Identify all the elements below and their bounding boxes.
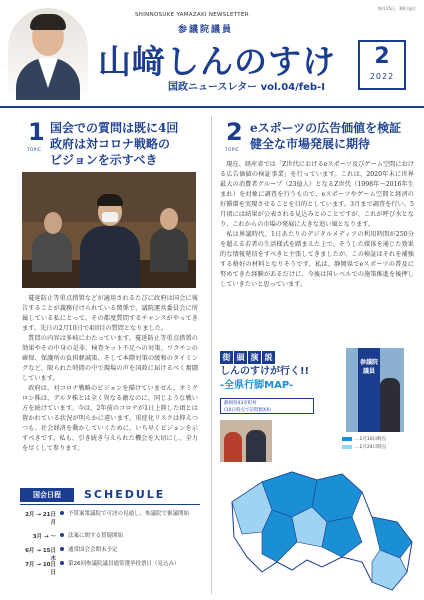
topic2-label: TOPIC (225, 147, 240, 152)
topic1-label: TOPIC (27, 147, 42, 152)
issue-year: 2022 (369, 72, 395, 81)
schedule-title-en: SCHEDULE (84, 488, 166, 501)
topic1-title: 国会での質問は既に4回 政府は対コロナ戦略の ビジョンを示すべき (50, 121, 179, 167)
topic1-paragraph: 質問の内容は多岐にわたっています。蔓延防止等重点措置の効果やその中身の是非、検査キット不足への対策、ワクチンの確保、保護所の負担軽減策、そして本際対策の緩和のタイミングなど、限られた時間の中で現場の声を国政に届けるべく奮闘しています。 (22, 335, 198, 382)
street-speech-heading: 街 頭 演 説 (220, 345, 276, 364)
topic2-body (220, 160, 414, 340)
newsletter-name: 山﨑しんのすけ (98, 42, 336, 81)
municipality-count-box: 静岡県43市町村 (10日時点で訪問数XX) (220, 398, 314, 414)
newsletter-subtitle: 国政ニュースレター vol.04/feb-I (168, 82, 325, 93)
legend-item: …1月24日時点 (342, 444, 386, 452)
topic1-paragraph: 蔓延防止等重点措置などが適用されるたびに政府は国会に報告することが義務付けられている関係で、議院運営委員会に所属している私にとって、その都度質問するチャンスがやってきます。先日の2月10日で4回目の質問となりました。 (22, 295, 198, 332)
topic1-body (22, 294, 198, 480)
issue-tag: 毎月15日、30日発行 (377, 6, 416, 11)
header-rule (0, 106, 424, 108)
diet-session-photo (22, 172, 196, 288)
topic2-paragraph: 私は界議時代、1日あたりのデジタルメディアの利用時間が250分を超える若者の生活様式を踏まえた上で、そうした媒体を通じた効果的な情報発信をすべきと主張してきましたが、この検証はそれを補強する格好の材料となりそうです。私は、静岡県でeスポーツの普及に努めてきた経験があるだけに、今後は国レベルでの施策推進を後押ししていきたいと思っています。 (220, 231, 414, 288)
street-speech-photo (346, 348, 404, 432)
banner-text: 参議院議員 (360, 359, 379, 375)
topic1-paragraph: 政府は、対コロナ戦略のビジョンを描けていません。オミクロン株は、デルタ株とは全く異なる敵なのに、同じような戦い方を続けています。今は、2年前のコロナが1日上陸した頃とは置かれている状況が明らかに違います。重症化リスクは抑えつつも、社会経済を動かしていくために、いち早くビジョンを示すべきです。私も、引き続き与えられた機会を大切にし、全力を尽くして参ります。 (22, 385, 198, 452)
issue-month-box (358, 40, 406, 90)
schedule-header (20, 488, 200, 502)
schedule-title-jp: 国会日程 (20, 488, 74, 502)
issue-month: 2 (374, 44, 390, 69)
shizuoka-tour-map (222, 462, 418, 596)
role-label: 参議院議員 (178, 25, 234, 35)
portrait-photo (8, 8, 88, 100)
topic1-number: 1 (28, 118, 45, 146)
supporters-photo (220, 420, 272, 462)
legend-item: …1月10日時点 (342, 436, 386, 444)
newsletter-header (0, 0, 424, 108)
map-legend (342, 436, 386, 452)
schedule-rule (20, 504, 200, 505)
street-speech-title: しんのすけが行く!! -全県行脚MAP- (220, 366, 310, 391)
newsletter-english-title: SHINNOSUKE YAMAZAKI NEWSLETTER (135, 12, 249, 18)
topic2-paragraph: 現在、経産省では「Z世代におけるeスポーツ及びゲーム空間における広告価値の検証事業」を行っています。これは、2020年末に世界最大の消費者グループ（23億人）となるZ世代（1998年〜2016年生まれ）を対象に調査を行うもので、eスポーツやゲーム空間と経済の好循環を実現させることを目的としています。3月まで調査を行い、5月頃には結果が公表される見込みとのことですが、これが呼び水となり、これからの市場の発展に大きな追い風となります。 (220, 161, 414, 228)
column-divider (211, 116, 212, 594)
topic2-title: eスポーツの広告価値を検証 健全な市場発展に期待 (250, 121, 402, 151)
topic2-number: 2 (226, 118, 243, 146)
